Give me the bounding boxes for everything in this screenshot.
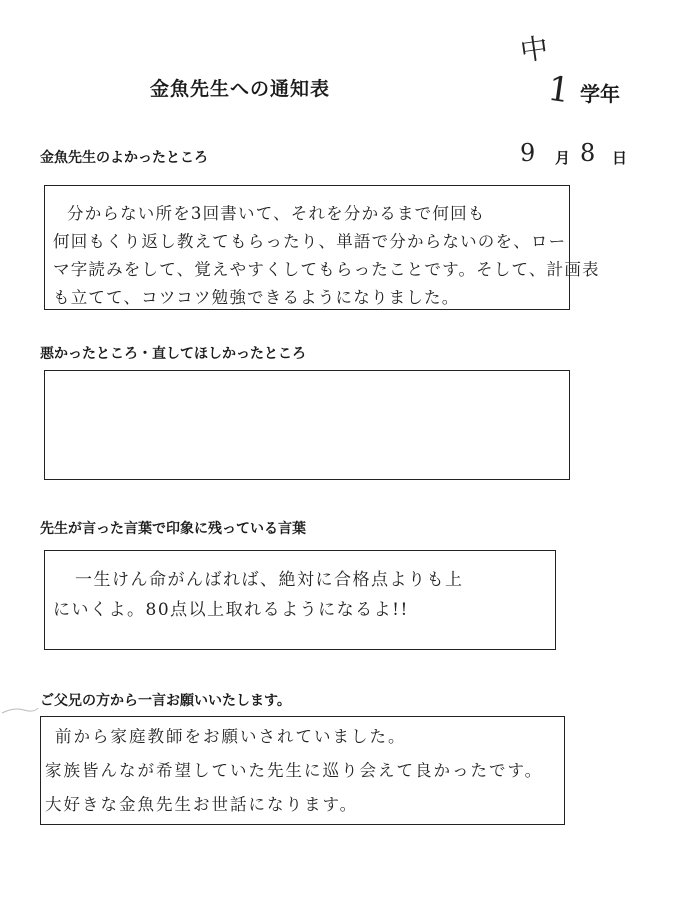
parent-comment-line: 家族皆んなが希望していた先生に巡り会えて良かったです。 — [45, 761, 544, 780]
date-day-label: 日 — [612, 149, 628, 167]
memorable-words-line: 一生けん命がんばれば、絶対に合格点よりも上 — [75, 570, 464, 590]
date-month-label: 月 — [555, 149, 571, 167]
good-points-line: 何回もくり返し教えてもらったり、単語で分からないのを、ロー — [53, 232, 567, 251]
memorable-words-box — [44, 550, 556, 650]
date-day: 8 — [580, 139, 596, 167]
parent-comment-line: 大好きな金魚先生お世話になります。 — [45, 795, 359, 814]
grade-number: 1 — [545, 68, 573, 112]
margin-pencil-mark — [0, 704, 40, 716]
section-heading-good-points: 金魚先生のよかったところ — [40, 150, 208, 166]
section-heading-parent-comment: ご父兄の方から一言お願いいたします。 — [40, 693, 291, 709]
good-points-line: 分からない所を3回書いて、それを分かるまで何回も — [67, 204, 486, 223]
memorable-words-line: にいくよ。80点以上取れるようになるよ!! — [53, 600, 409, 620]
good-points-line: も立てて、コツコツ勉強できるようになりました。 — [53, 288, 460, 307]
section-heading-bad-points: 悪かったところ・直してほしかったところ — [40, 346, 306, 362]
good-points-box — [44, 185, 600, 310]
grade-handwritten-mark: 中 — [518, 31, 551, 68]
parent-comment-box — [40, 716, 565, 825]
good-points-line: マ字読みをして、覚えやすくしてもらったことです。そして、計画表 — [53, 260, 600, 279]
date-month: 9 — [520, 139, 536, 167]
page-title: 金魚先生への通知表 — [150, 78, 331, 100]
grade-label: 学年 — [580, 82, 620, 106]
bad-points-box — [44, 370, 570, 480]
parent-comment-line: 前から家庭教師をお願いされていました。 — [55, 727, 407, 746]
section-heading-memorable-words: 先生が言った言葉で印象に残っている言葉 — [40, 521, 306, 537]
